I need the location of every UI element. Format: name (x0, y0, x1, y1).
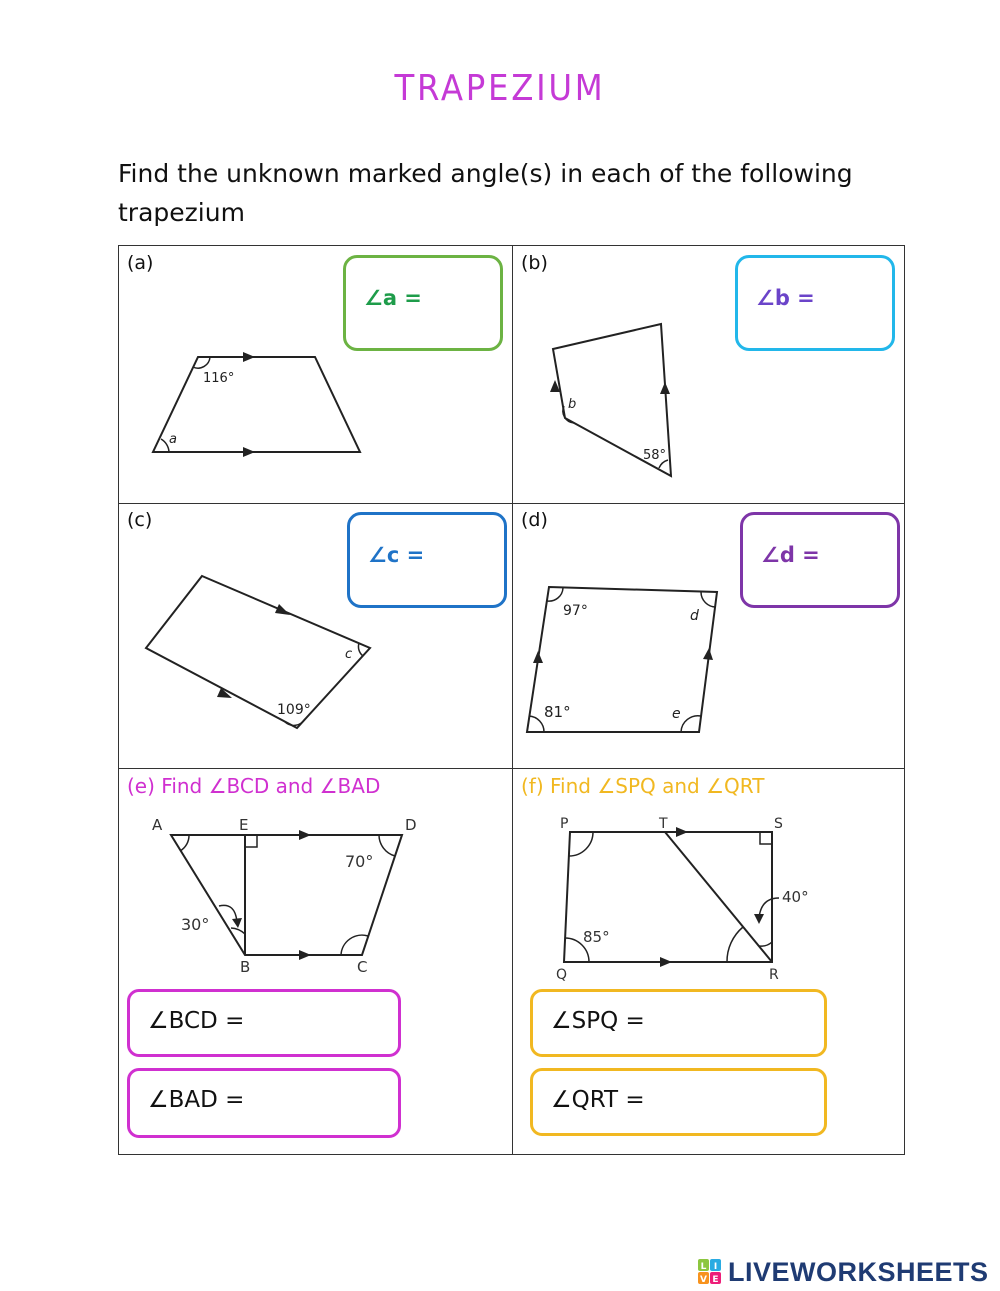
angle-label-109: 109° (277, 702, 311, 718)
answer-box-spq[interactable] (530, 989, 827, 1057)
angle-label-e: e (672, 706, 681, 722)
vertex-P: P (560, 816, 569, 832)
angle-label-58: 58° (643, 448, 667, 463)
angle-label-40: 40° (782, 888, 809, 906)
angle-label-c: c (345, 647, 353, 662)
answer-label-bcd: ∠BCD = (148, 1008, 245, 1034)
answer-label-d: ∠d = (761, 543, 820, 567)
cell-e-title: (e) Find ∠BCD and ∠BAD (127, 774, 381, 798)
svg-text:L: L (700, 1262, 707, 1272)
vertex-D: D (405, 816, 417, 834)
liveworksheets-logo-icon (698, 1259, 722, 1285)
answer-label-b: ∠b = (756, 286, 815, 310)
angle-label-85: 85° (583, 928, 610, 946)
cell-f-title: (f) Find ∠SPQ and ∠QRT (521, 774, 765, 798)
instructions: Find the unknown marked angle(s) in each of the following trapezium (118, 159, 853, 227)
cell-a-label: (a) (127, 252, 154, 274)
answer-label-c: ∠c = (368, 543, 425, 567)
answer-label-spq: ∠SPQ = (551, 1008, 645, 1034)
vertex-T: T (659, 816, 668, 832)
angle-label-b: b (568, 397, 577, 412)
cell-b-label: (b) (521, 252, 548, 274)
question-grid (118, 245, 905, 1155)
liveworksheets-logo (698, 1257, 989, 1287)
answer-label-qrt: ∠QRT = (551, 1087, 645, 1113)
liveworksheets-logo-text: LIVEWORKSHEETS (728, 1256, 989, 1287)
answer-box-qrt[interactable] (530, 1068, 827, 1136)
angle-label-a: a (169, 432, 177, 447)
page-title: TRAPEZIUM (394, 68, 606, 109)
vertex-Q: Q (556, 967, 568, 983)
svg-text:V: V (700, 1275, 707, 1285)
vertex-A: A (152, 816, 163, 834)
angle-label-70: 70° (345, 852, 374, 871)
angle-label-97: 97° (563, 603, 588, 619)
vertex-C: C (357, 958, 368, 976)
answer-label-bad: ∠BAD = (148, 1087, 245, 1113)
cell-c-label: (c) (127, 509, 153, 531)
angle-label-81: 81° (544, 703, 571, 721)
vertex-E: E (239, 816, 249, 834)
vertex-R: R (769, 967, 779, 983)
vertex-B: B (240, 958, 251, 976)
angle-label-116: 116° (203, 371, 235, 386)
cell-d-label: (d) (521, 509, 548, 531)
angle-label-30: 30° (181, 915, 210, 934)
svg-text:E: E (712, 1275, 719, 1285)
answer-label-a: ∠a = (364, 286, 422, 310)
vertex-S: S (774, 816, 783, 832)
svg-text:I: I (713, 1262, 718, 1272)
angle-label-d: d (690, 608, 699, 624)
